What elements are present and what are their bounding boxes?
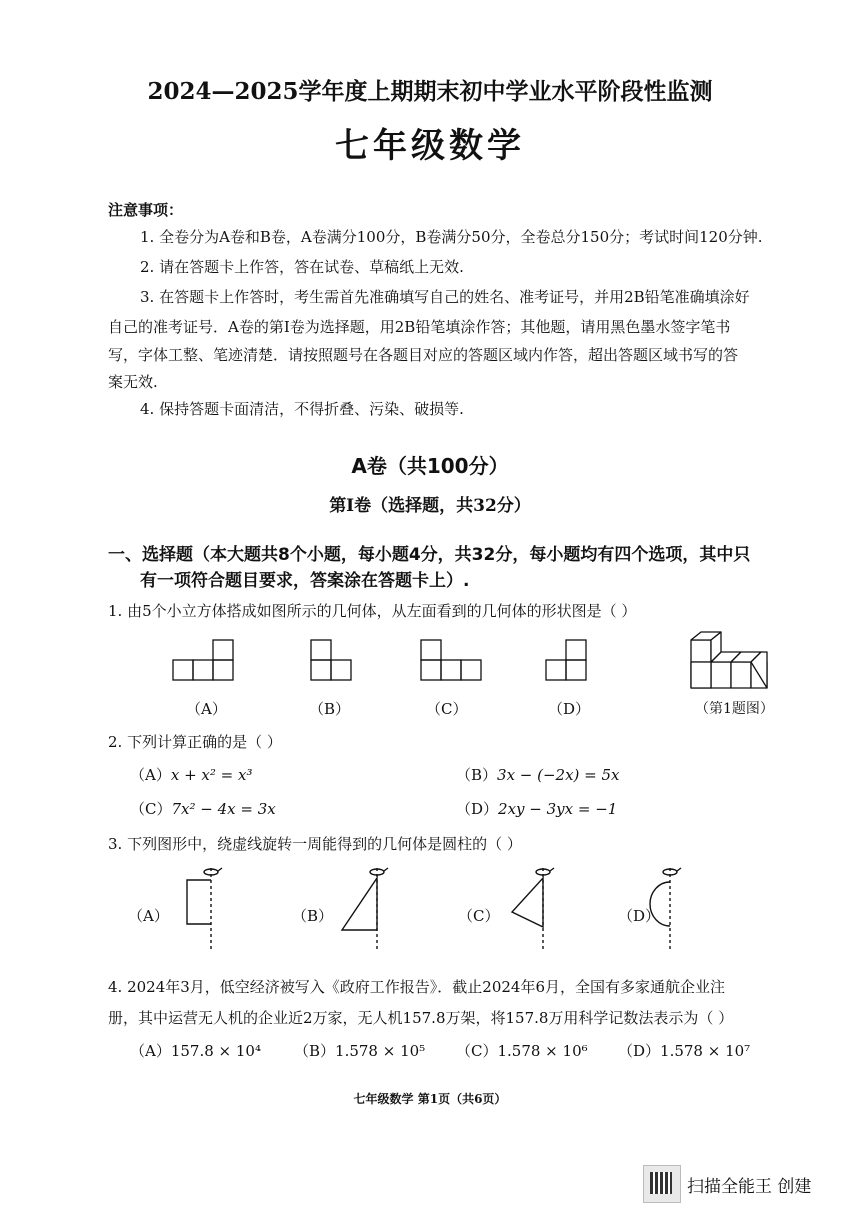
section-heading: 一、选择题（本大题共8个小题，每小题4分，共32分，每小题均有四个选项，其中只 [108,545,751,565]
question-4-stem-cont: 册，其中运营无人机的企业近2万家，无人机157.8万架，将157.8万用科学记数法表示为（ ） [108,1009,734,1027]
q3-option-b[interactable]: （B） [292,907,334,925]
q2-option-b-expr: 3x − (−2x) = 5x [497,766,620,784]
exam-title: 2024—2025学年度上期期末初中学业水平阶段性监测 [147,78,713,105]
q4-option-c[interactable]: （C）1.578 × 10⁶ [456,1042,588,1060]
q2-option-a-expr: x + x² = x³ [170,766,253,784]
q1-option-d[interactable]: （D） [548,700,591,718]
q4-option-d[interactable]: （D）1.578 × 10⁷ [618,1042,751,1060]
note-line: 3. 在答题卡上作答时，考生需首先准确填写自己的姓名、准考证号，并用2B铅笔准确填涂好 [140,288,750,306]
q1-option-a[interactable]: （A） [186,700,227,718]
notes-heading: 注意事项： [108,201,184,219]
watermark-text: 扫描全能王 创建 [687,1177,812,1197]
section-heading-cont: 有一项符合题目要求，答案涂在答题卡上）. [140,571,470,591]
note-line: 自己的准考证号．A卷的第Ⅰ卷为选择题，用2B铅笔填涂作答；其他题，请用黑色墨水签字笔书 [108,318,731,336]
q2-option-c-label: （C） [130,800,172,818]
q3-option-a-figure [187,868,222,950]
q1-figure-caption: （第1题图） [695,701,774,717]
q1-option-c[interactable]: （C） [426,700,468,718]
note-line: 2. 请在答题卡上作答，答在试卷、草稿纸上无效. [140,258,464,276]
note-line: 案无效. [108,373,158,391]
page-footer: 七年级数学 第1页（共6页） [353,1092,507,1106]
q3-option-d[interactable]: （D） [618,907,661,925]
q1-option-b[interactable]: （B） [309,700,351,718]
question-2-stem: 2. 下列计算正确的是（ ） [108,733,282,751]
question-3-stem: 3. 下列图形中，绕虚线旋转一周能得到的几何体是圆柱的（ ） [108,835,522,853]
note-line: 1. 全卷分为A卷和B卷，A卷满分100分，B卷满分50分，全卷总分150分；考试时间120分钟. [140,228,763,246]
q3-option-c[interactable]: （C） [458,907,500,925]
q3-option-c-figure [512,868,554,952]
volume-a-heading: A卷（共100分） [351,454,509,478]
q3-option-a[interactable]: （A） [128,907,169,925]
note-line: 4. 保持答题卡面清洁，不得折叠、污染、破损等. [140,400,464,418]
exam-subject: 七年级数学 [335,126,525,166]
q2-option-d-expr: 2xy − 3yx = −1 [498,800,618,818]
q4-option-a[interactable]: （A）157.8 × 10⁴ [130,1042,261,1060]
q4-option-b[interactable]: （B）1.578 × 10⁵ [294,1042,426,1060]
q2-option-b-label: （B） [456,766,498,784]
part-one-heading: 第Ⅰ卷（选择题，共32分） [329,496,531,516]
q2-option-a-label: （A） [130,766,171,784]
question-4-stem: 4. 2024年3月，低空经济被写入《政府工作报告》．截止2024年6月，全国有多家通航企业注 [108,978,726,996]
q2-option-d-label: （D） [456,800,499,818]
q2-option-c-expr: 7x² − 4x = 3x [171,800,276,818]
scanner-watermark [643,1165,833,1201]
note-line: 写，字体工整、笔迹清楚．请按照题号在各题目对应的答题区域内作答，超出答题区域书写的答 [108,346,739,364]
qr-code-icon [643,1165,681,1203]
q3-option-b-figure [342,868,388,952]
question-1-stem: 1. 由5个小立方体搭成如图所示的几何体，从左面看到的几何体的形状图是（ ） [108,602,637,620]
